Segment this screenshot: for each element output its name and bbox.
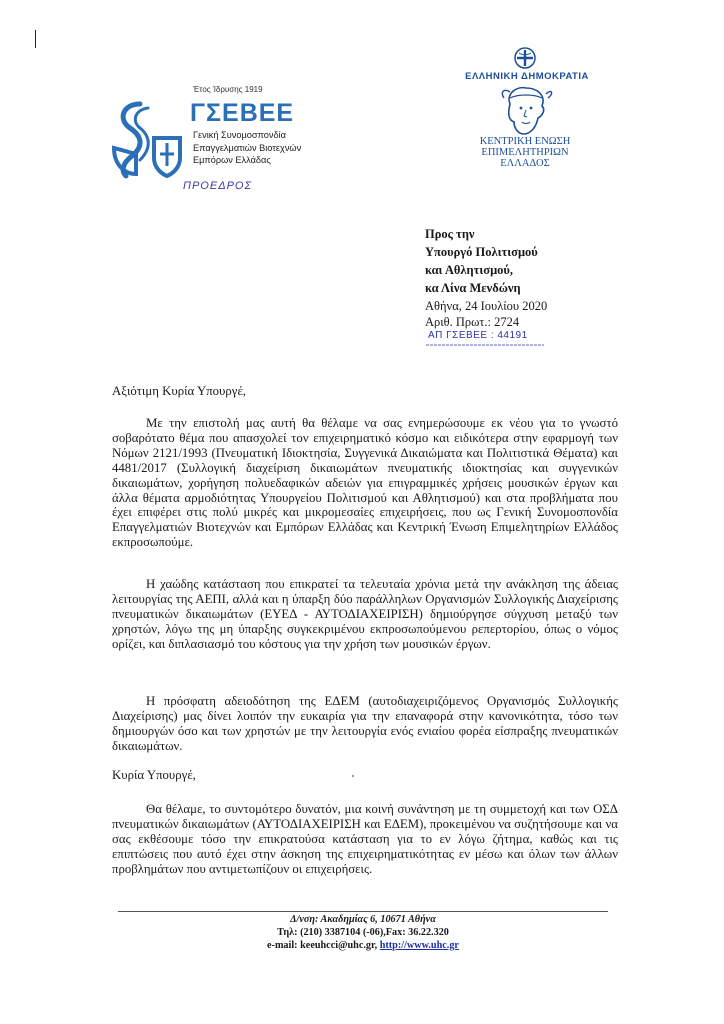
kee-name-line: ΕΠΙΜΕΛΗΤΗΡΙΩΝ — [481, 147, 569, 158]
recipient-block — [425, 225, 538, 297]
letter-date: Αθήνα, 24 Ιουλίου 2020 — [425, 299, 548, 313]
footer-email: e-mail: keeuhcci@uhc.gr, — [267, 940, 380, 951]
kee-name-line: ΚΕΝΤΡΙΚΗ ΕΝΩΣΗ — [479, 136, 571, 147]
paragraph-4: Θα θέλαμε, το συντομότερο δυνατόν, μια κοινή συνάντηση με τη συμμετοχή και των ΟΣΔ πνευματικών δικαιωμάτων (ΑΥΤΟΔΙΑΧΕΙΡΙΣΗ και ΕΔΕΜ), προκειμένου να συζητήσουμε και να σας εκθέσουμε τόσο την επικρατούσα κατάσταση για το εν λόγω ζήτημα, καθώς και τις επιπτώσεις που αυτό έχει στην άσκηση της επιχειρηματικότητας εν μέσω και όλων των άλλων προβλημάτων που αντιμετωπίζουν οι επιχειρήσεις. — [112, 802, 618, 876]
salutation: Αξιότιμη Κυρία Υπουργέ, — [112, 384, 247, 398]
paragraph-3: Η πρόσφατη αδειοδότηση της ΕΔΕΜ (αυτοδιαχειριζόμενος Οργανισμός Συλλογικής Διαχείρισης) μας δίνει λοιπόν την ευκαιρία για την επαναφορά στην κανονικότητα, τόσο των δημιουργών όσο και των χρηστών με την λειτουργία ενός ενιαίου φορέα είσπραξης πνευματικών δικαιωμάτων. — [112, 694, 618, 753]
kee-name-line: ΕΛΛΑΔΟΣ — [500, 158, 550, 169]
recipient-line: και Αθλητισμού, — [425, 263, 514, 277]
date-block — [425, 299, 547, 330]
footer-divider — [118, 911, 608, 912]
closing-salutation: Κυρία Υπουργέ, — [112, 768, 196, 782]
gsevee-founded: Έτος Ίδρυσης 1919 — [193, 85, 263, 94]
footer-website-link[interactable]: http://www.uhc.gr — [379, 940, 459, 951]
gsevee-description — [193, 129, 301, 167]
footer-phone: Τηλ: (210) 3387104 (-06),Fax: 36.22.320 — [277, 927, 449, 938]
ink-dot — [352, 775, 354, 777]
gsevee-name: ΓΣΕΒΕΕ — [190, 99, 295, 127]
protocol-number: Αριθ. Πρωτ.: 2724 — [425, 314, 520, 329]
gsevee-logo — [110, 98, 186, 180]
hermes-head-icon — [498, 84, 554, 138]
handwritten-protocol: ΑΠ ΓΣΕΒΕΕ : 44191 — [428, 330, 528, 341]
paragraph-1: Με την επιστολή μας αυτή θα θέλαμε να σας ενημερώσουμε εκ νέου για το γνωστό σοβαρότατο θέμα που απασχολεί τον επιχειρηματικό κόσμο και ειδικότερα στην εφαρμογή των Νόμων 2121/1993 (Πνευματική Ιδιοκτησία, Συγγενικά Δικαιώματα και Πολιτιστικά Θέματα) και 4481/2017 (Συλλογική διαχείριση δικαιωμάτων πνευματικής ιδιοκτησίας και συγγενικών δικαιωμάτων, χορήγηση πολυεδαφικών αδειών για επιγραμμικές χρήσεις μουσικών έργων και άλλα θέματα αρμοδιότητας Υπουργείου Πολιτισμού και Αθλητισμού) και στα προβλήματα που έχει επιφέρει στις πολύ μικρές και μικρομεσαίες επιχειρήσεις, που ως Γενική Συνομοσπονδία Επαγγελματιών Βιοτεχνών και Εμπόρων Ελλάδας και Κεντρική Ένωση Επιμελητηρίων Ελλάδος εκπροσωπούμε. — [112, 416, 618, 550]
footer-address: Δ/νση: Ακαδημίας 6, 10671 Αθήνα — [290, 914, 436, 925]
greek-emblem-icon — [514, 47, 536, 69]
gsevee-desc-line: Επαγγελματιών Βιοτεχνών — [193, 142, 302, 153]
footer-contact — [118, 940, 608, 952]
recipient-line: Προς την — [425, 227, 475, 241]
handwritten-proedros: ΠΡΟΕΔΡΟΣ — [183, 180, 253, 192]
handwritten-underline — [426, 343, 544, 347]
recipient-line: κα Λίνα Μενδώνη — [425, 281, 521, 295]
scan-margin-mark — [35, 30, 36, 48]
paragraph-2: Η χαώδης κατάσταση που επικρατεί τα τελευταία χρόνια μετά την ανάκληση της άδειας λειτουργίας της ΑΕΠΙ, αλλά και η ύπαρξη δύο παράλληλων Οργανισμών Συλλογικής Διαχείρισης πνευματικών δικαιωμάτων (ΕΥΕΔ - ΑΥΤΟΔΙΑΧΕΙΡΙΣΗ) δημιούργησε σύγχυση μεταξύ των χρηστών, λόγω της μη ύπαρξης συγκεκριμένου εκπροσωπούμενου ρεπερτορίου, όπως ο νόμος ορίζει, και διπλασιασμό του κόστους για την χρήση των μουσικών έργων. — [112, 577, 618, 651]
gsevee-desc-line: Εμπόρων Ελλάδας — [193, 155, 271, 165]
hellenic-republic-label: ΕΛΛΗΝΙΚΗ ΔΗΜΟΚΡΑΤΙΑ — [465, 71, 589, 82]
recipient-line: Υπουργό Πολιτισμού — [425, 245, 538, 259]
gsevee-desc-line: Γενική Συνομοσπονδία — [193, 130, 286, 140]
kee-name — [460, 136, 590, 169]
